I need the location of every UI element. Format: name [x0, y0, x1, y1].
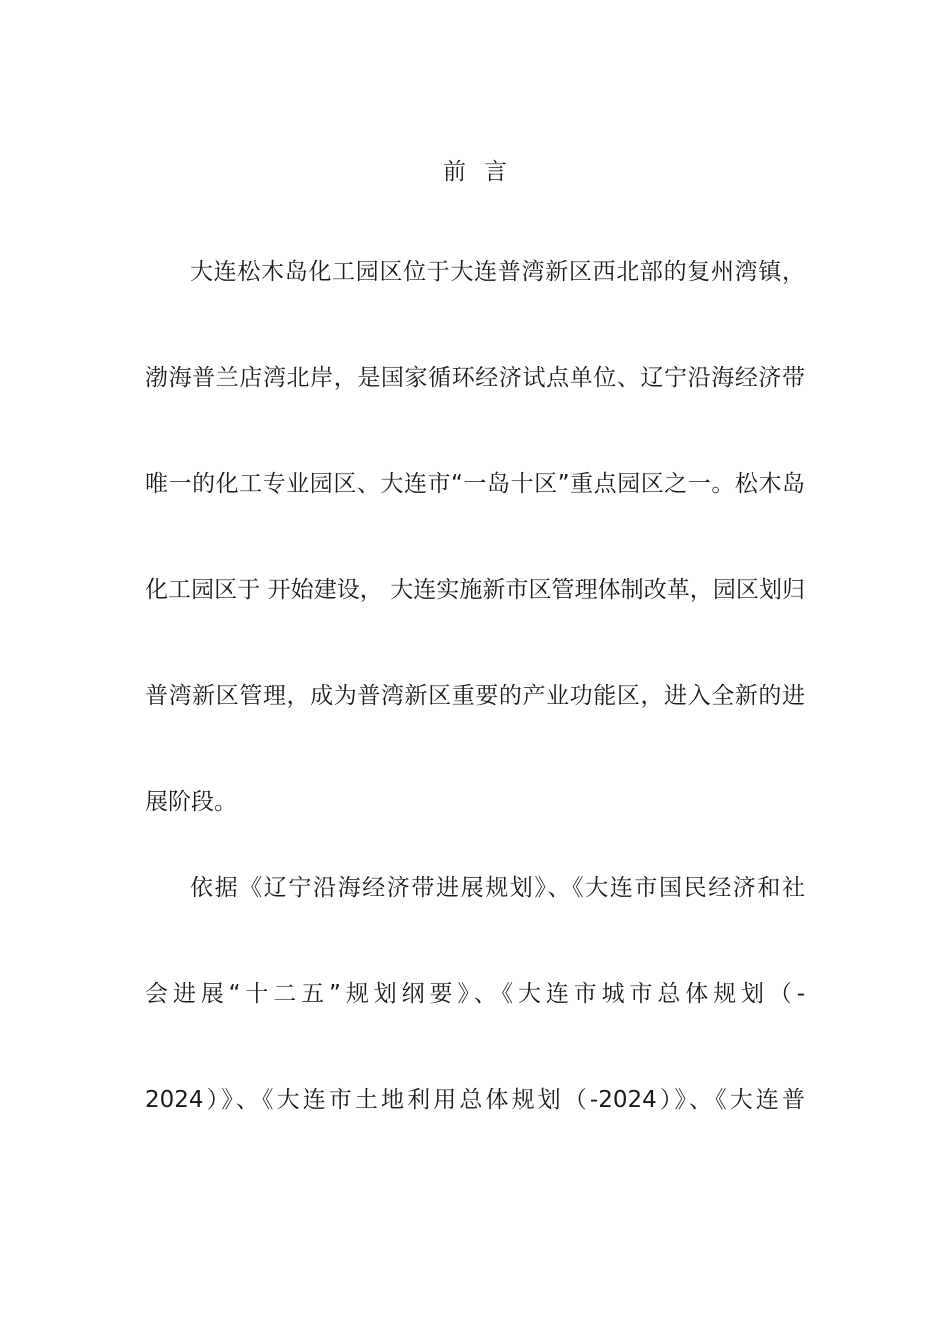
- paragraph-2-line-1: 依据《辽宁沿海经济带进展规划》、《大连市国民经济和社: [190, 875, 805, 901]
- paragraph-1-line-5: 普湾新区管理，成为普湾新区重要的产业功能区，进入全新的进: [145, 683, 805, 709]
- paragraph-1-line-3: 唯一的化工专业园区、大连市“一岛十区”重点园区之一。松木岛: [145, 471, 805, 497]
- paragraph-2-line-2: 会进展“十二五”规划纲要》、《大连市城市总体规划（-: [145, 981, 805, 1007]
- paragraph-1-line-6: 展阶段。: [145, 789, 237, 815]
- paragraph-1-line-1: 大连松木岛化工园区位于大连普湾新区西北部的复州湾镇，: [190, 259, 805, 285]
- paragraph-2-line-3: 2024）》、《大连市土地利用总体规划（-2024）》、《大连普: [145, 1087, 805, 1113]
- page-title: 前言: [443, 159, 525, 185]
- paragraph-1-line-4: 化工园区于 开始建设， 大连实施新市区管理体制改革，园区划归: [145, 577, 805, 603]
- paragraph-1-line-2: 渤海普兰店湾北岸，是国家循环经济试点单位、辽宁沿海经济带: [145, 365, 805, 391]
